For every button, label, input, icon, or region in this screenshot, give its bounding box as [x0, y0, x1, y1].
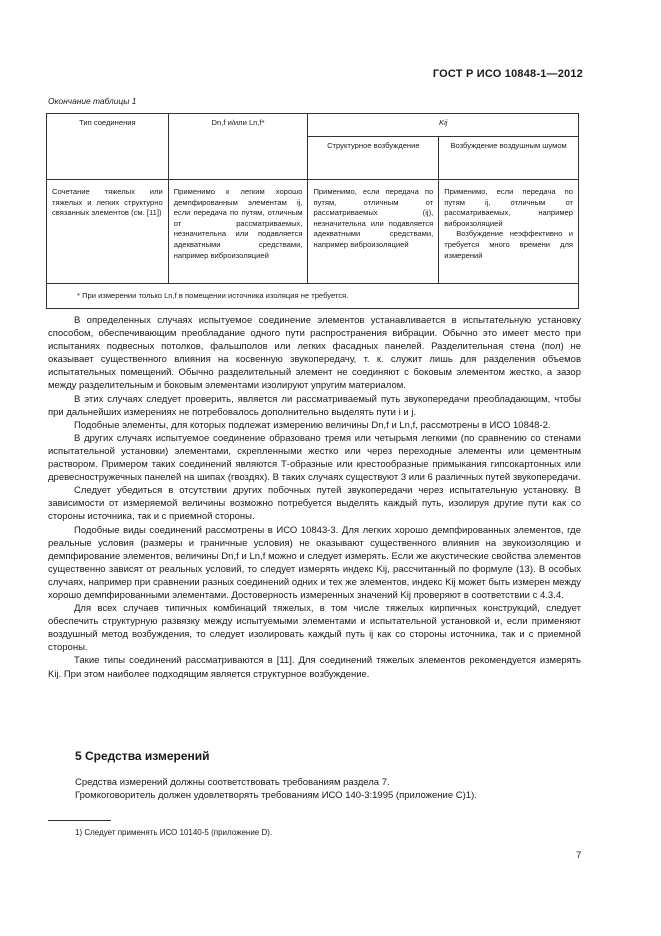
cell-structural: Применимо, если передача по путям, отличным от рассматриваемых (ij), незначительна или подавляется адекватными средствами, например виброизоляцией: [308, 180, 439, 284]
paragraph: Следует убедиться в отсутствии других побочных путей звукопередачи через испытательную установку. В зависимости от измеряемой величины возможно потребуется выделять каждый путь, изолируя другие пути как со стороны источника, так и с приемной стороны.: [48, 485, 581, 523]
cell-airborne-a: Применимо, если передача по путям ij, отличным от рассматриваемых, например виброизоляцией: [444, 187, 573, 228]
header-kij: Kij: [308, 114, 579, 137]
cell-joint-type: Сочетание тяжелых или тяжелых и легких структурно связанных элементов (см. [11]): [47, 180, 169, 284]
table-footnote: * При измерении только Ln,f в помещении источника изоляция не требуется.: [47, 284, 579, 309]
footnote: 1) Следует применять ИСО 10140-5 (приложение D).: [75, 828, 273, 837]
table-row: [47, 180, 579, 284]
paragraph: В других случаях испытуемое соединение образовано тремя или четырьмя легкими (по сравнению со стенами испытательной установки) элементами, скрепленными жестко или через переходные элементы или цементным раствором. Примером таких соединений являются Т-образные или крестообразные примыкания гипсокартонных или древесностружечных панелей на шипах (гвоздях). В таких случаях существуют 3 или 6 различных путей звукопередачи.: [48, 432, 581, 484]
table: [46, 113, 579, 309]
header-dnf-lnf: Dn,f и/или Ln,f*: [168, 114, 308, 180]
header-joint-type: Тип соединения: [47, 114, 169, 180]
cell-dnf-lnf: Применимо к легким хорошо демпфированным элементам ij, если передача по путям, отличным от рассматриваемых, незначительна или подавляется адекватными средствами, например виброизоляцией: [168, 180, 308, 284]
footnote-rule: [48, 820, 111, 821]
cell-airborne-b: Возбуждение неэффективно и требуется много времени для измерений: [444, 229, 573, 260]
section-title: 5 Средства измерений: [75, 749, 210, 763]
header-structural: Структурное возбуждение: [308, 137, 439, 180]
cell-airborne: [439, 180, 579, 284]
paragraph: В этих случаях следует проверить, является ли рассматриваемый путь звукопередачи преобладающим, чтобы при дальнейших измерениях не потребовалось дополнительно выделять пути i и j.: [48, 393, 581, 418]
header-airborne: Возбуждение воздушным шумом: [439, 137, 579, 180]
paragraph: Для всех случаев типичных комбинаций тяжелых, в том числе тяжелых кирпичных конструкций, следует обеспечить структурную развязку между испытуемыми элементами и испытательной установкой и, если применяют воздушный метод возбуждения, то следует изолировать каждый путь ij как со стороны источника, так и с приемной стороны.: [48, 603, 581, 654]
paragraph: Такие типы соединений рассматриваются в [11]. Для соединений тяжелых элементов рекомендуется измерять Kij. При этом наиболее подходящим является структурное возбуждение.: [48, 655, 581, 680]
body-text: [48, 314, 581, 681]
section-line: Громкоговоритель должен удовлетворять требованиям ИСО 140-3:1995 (приложение С)1).: [75, 790, 477, 802]
paragraph: Подобные элементы, для которых подлежат измерению величины Dn,f и Ln,f, рассмотрены в ИСО 10848-2.: [74, 419, 551, 431]
document-header: ГОСТ Р ИСО 10848-1—2012: [432, 68, 583, 80]
table-caption: Окончание таблицы 1: [48, 96, 137, 106]
paragraph: Подобные виды соединений рассмотрены в ИСО 10843-3. Для легких хорошо демпфированных элементов, где реальные условия (размеры и граничные условия) не оказывают существенного влияния на звукоизоляцию и демпфирование элементов, величины Dn,f и Ln,f можно и следует измерять. Если же акустические свойства элементов существенно зависят от реальных условий, то следует измерять индекс Kij, рассчитанный по формуле (13). В особых случаях, например при сравнении разных соединений одних и тех же элементов, индекс Kij может быть измерен между хорошо демпфированными элементами. Достоверность измеренных значений Kij проверяют в соответствии с 4.3.4.: [48, 524, 581, 601]
section-body: [75, 776, 581, 802]
paragraph: В определенных случаях испытуемое соединение элементов устанавливается в испытательную установку способом, обеспечивающим преобладание одного пути распространения вибрации. Обычно это имеет место при испытаниях подвесных потолков, фальшполов или легких фасадных панелей. Разделительная стена (пол) не оказывает существенного влияния на косвенную звукопередачу, т. к. служит лишь для разделения объемов испытательных помещений. Обычно разделительный элемент не соединяют с боковым элементом жестко, а зазор между разделительным и боковым элементами изолируют упругим материалом.: [48, 315, 581, 392]
section-line: Средства измерений должны соответствовать требованиям раздела 7.: [75, 777, 390, 788]
page-number: 7: [576, 850, 582, 861]
